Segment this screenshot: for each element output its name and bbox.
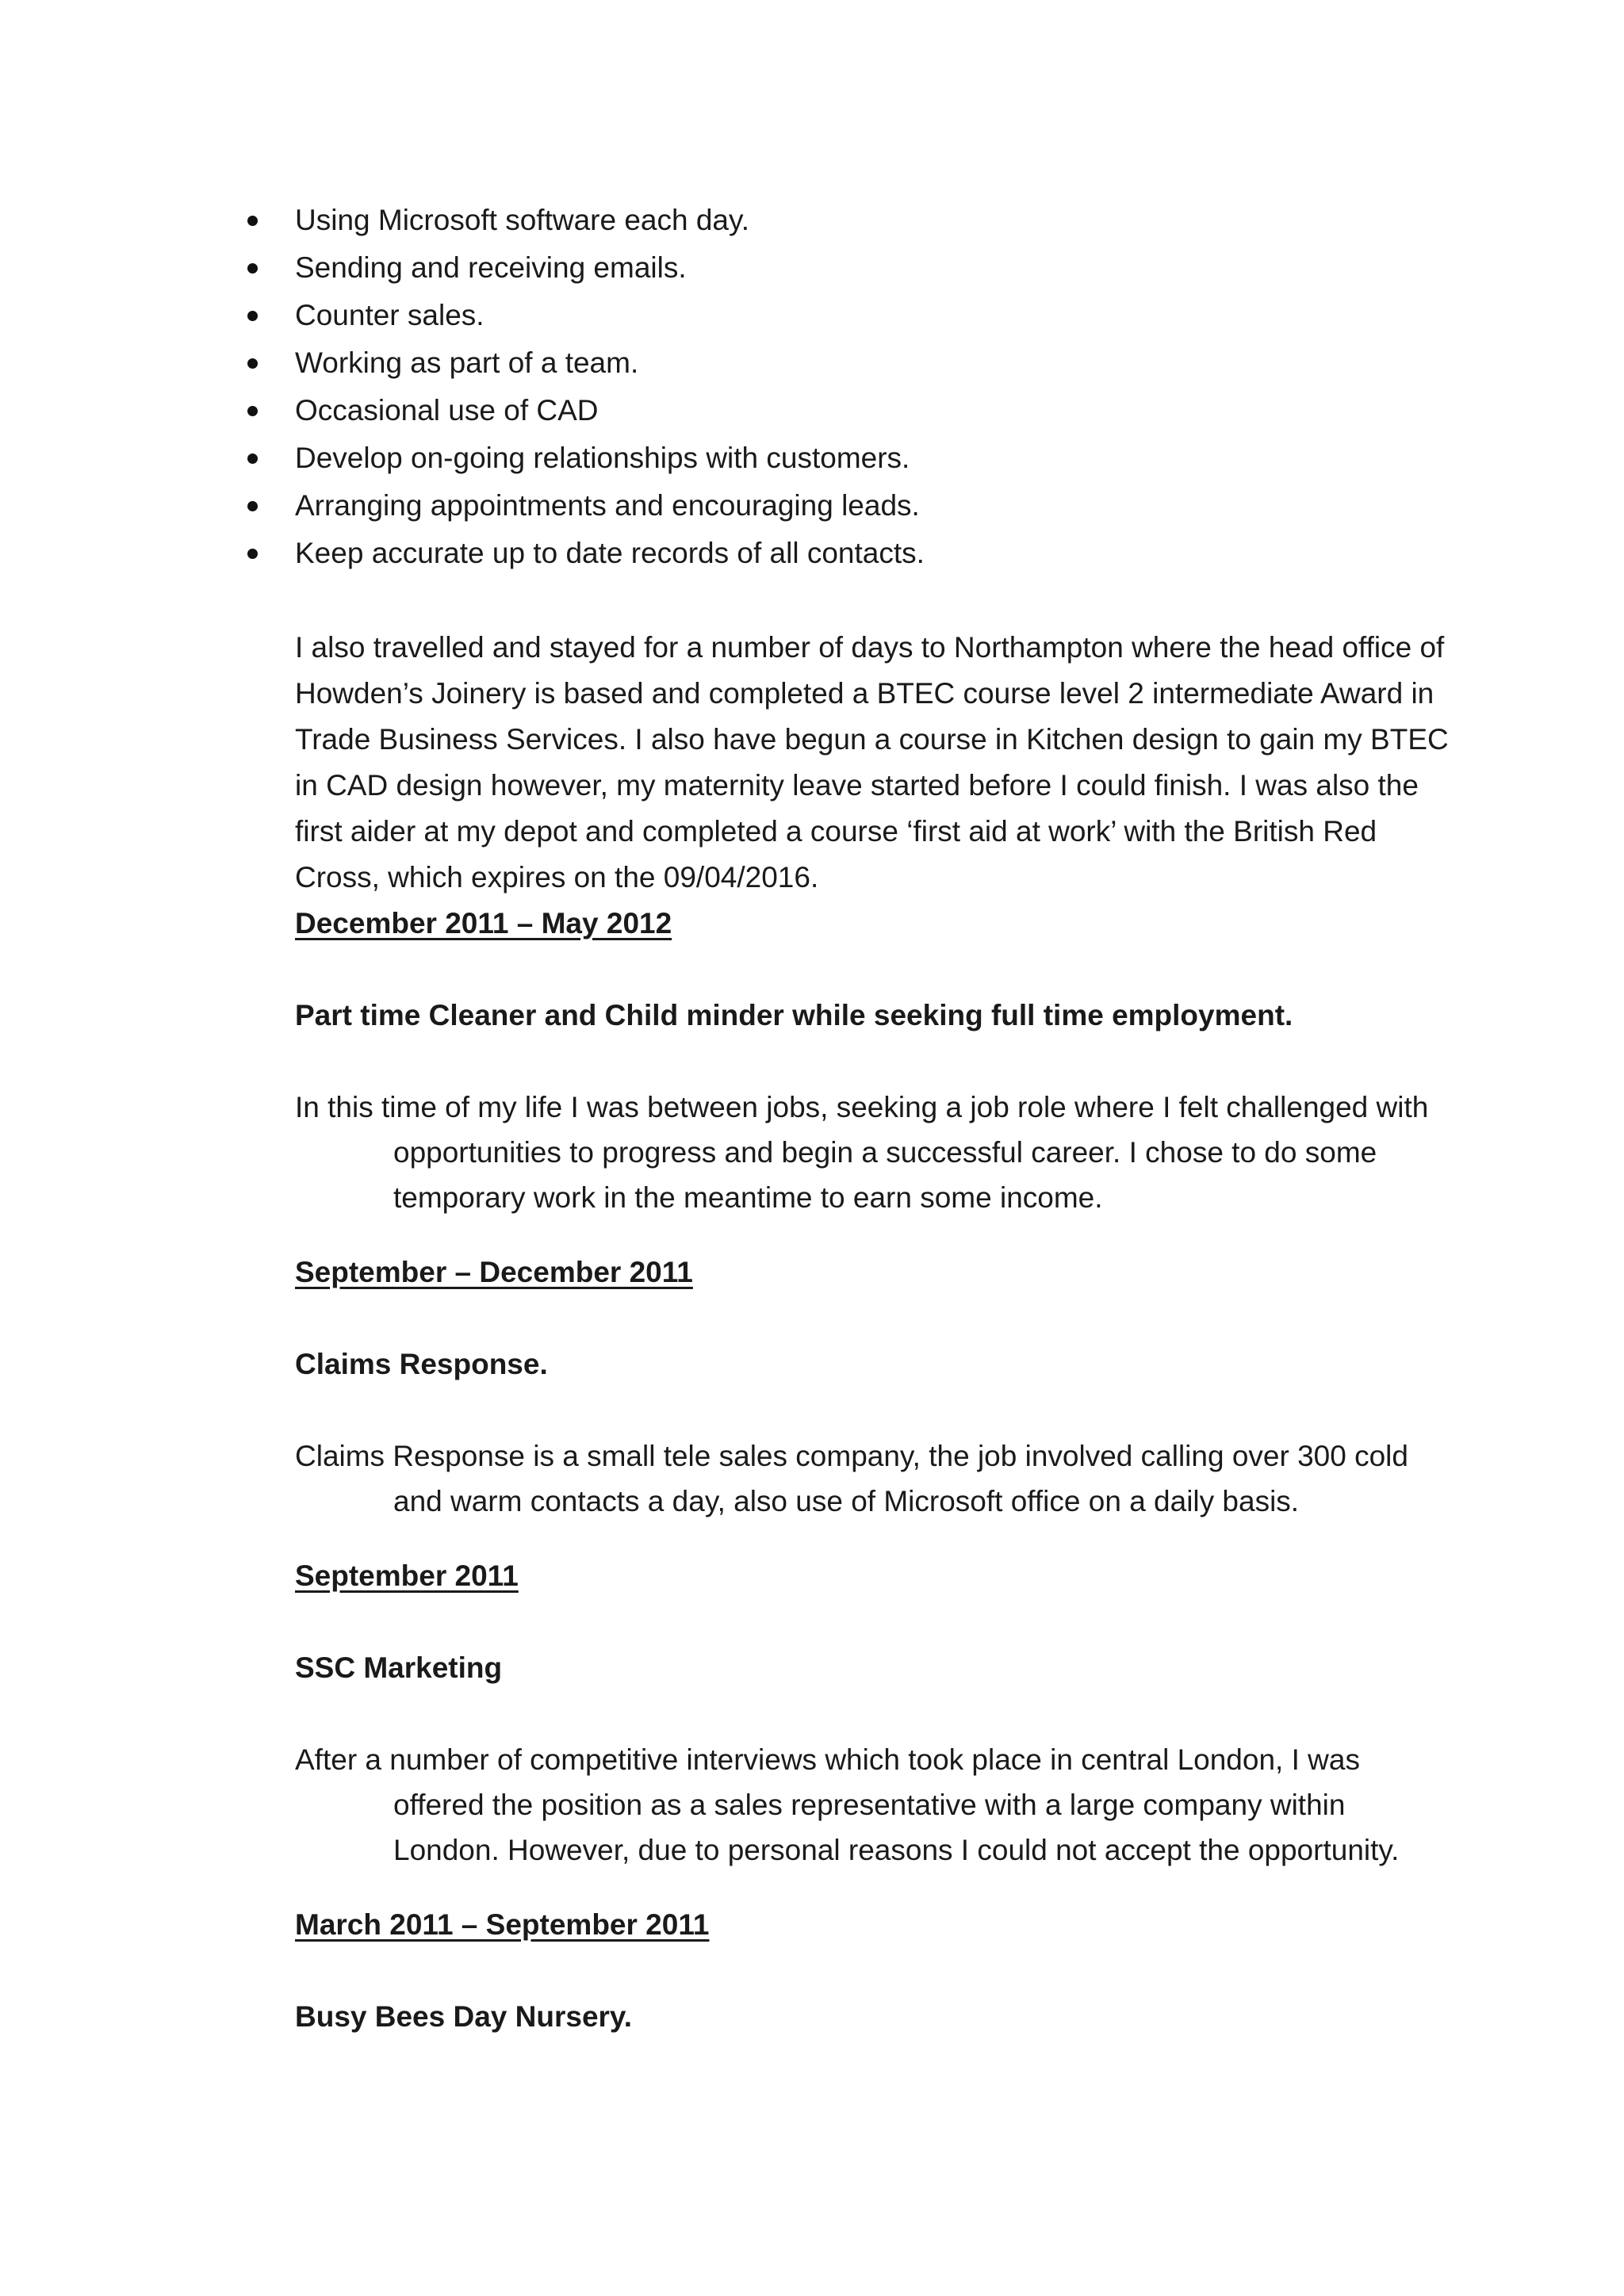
- bullet-text: Using Microsoft software each day.: [295, 204, 750, 236]
- job-description: In this time of my life I was between jobs, seeking a job role where I felt challenged with opportunities to progress and begin a successful career. I chose to do some temporary work in the meantime to earn some income.: [295, 1091, 1429, 1214]
- job-entry: [295, 901, 1453, 1220]
- bullet-icon: [247, 453, 258, 464]
- bullet-text: Working as part of a team.: [295, 346, 639, 379]
- bullet-icon: [247, 216, 258, 226]
- bullet-text: Sending and receiving emails.: [295, 251, 687, 284]
- job-title: Busy Bees Day Nursery.: [295, 2000, 633, 2033]
- bullet-item: [247, 482, 1453, 530]
- bullet-text: Keep accurate up to date records of all contacts.: [295, 537, 925, 569]
- bullet-text: Occasional use of CAD: [295, 394, 599, 427]
- job-title: Claims Response.: [295, 1348, 548, 1380]
- bullet-icon: [247, 406, 258, 416]
- job-description: Claims Response is a small tele sales company, the job involved calling over 300 cold and warm contacts a day, also use of Microsoft office on a daily basis.: [295, 1440, 1408, 1517]
- bullet-text: Develop on-going relationships with customers.: [295, 442, 910, 474]
- job-date: September – December 2011: [295, 1256, 693, 1288]
- bullet-item: [247, 530, 1453, 577]
- intro-paragraph: I also travelled and stayed for a number of days to Northampton where the head office of Howden’s Joinery is based and completed a BTEC course level 2 intermediate Award in Trade Business Services. I also have begun a course in Kitchen design to gain my BTEC in CAD design however, my maternity leave started before I could finish. I was also the first aider at my depot and completed a course ‘first aid at work’ with the British Red Cross, which expires on the 09/04/2016.: [295, 631, 1449, 894]
- bullet-icon: [247, 358, 258, 369]
- job-date: December 2011 – May 2012: [295, 907, 672, 939]
- job-description: After a number of competitive interviews which took place in central London, I was offered the position as a sales representative with a large company within London. However, due to personal reasons I could not accept the opportunity.: [295, 1743, 1400, 1866]
- bullet-icon: [247, 311, 258, 321]
- bullet-item: [247, 387, 1453, 434]
- job-entry: [295, 1902, 1453, 2040]
- bullet-icon: [247, 263, 258, 274]
- job-date: September 2011: [295, 1559, 519, 1592]
- bullet-item: [247, 292, 1453, 339]
- document-content: [295, 197, 1453, 2040]
- bullet-icon: [247, 549, 258, 559]
- job-entry: [295, 1553, 1453, 1873]
- job-title: Part time Cleaner and Child minder while seeking full time employment.: [295, 999, 1293, 1031]
- bullet-text: Counter sales.: [295, 299, 485, 331]
- bullet-text: Arranging appointments and encouraging leads.: [295, 489, 920, 522]
- bullet-item: [247, 434, 1453, 482]
- bullet-item: [247, 197, 1453, 244]
- job-title: SSC Marketing: [295, 1651, 503, 1684]
- job-entry: [295, 1249, 1453, 1524]
- job-date: March 2011 – September 2011: [295, 1908, 710, 1941]
- bullet-item: [247, 339, 1453, 387]
- duties-bullet-list: [247, 197, 1453, 577]
- bullet-icon: [247, 501, 258, 511]
- bullet-item: [247, 244, 1453, 292]
